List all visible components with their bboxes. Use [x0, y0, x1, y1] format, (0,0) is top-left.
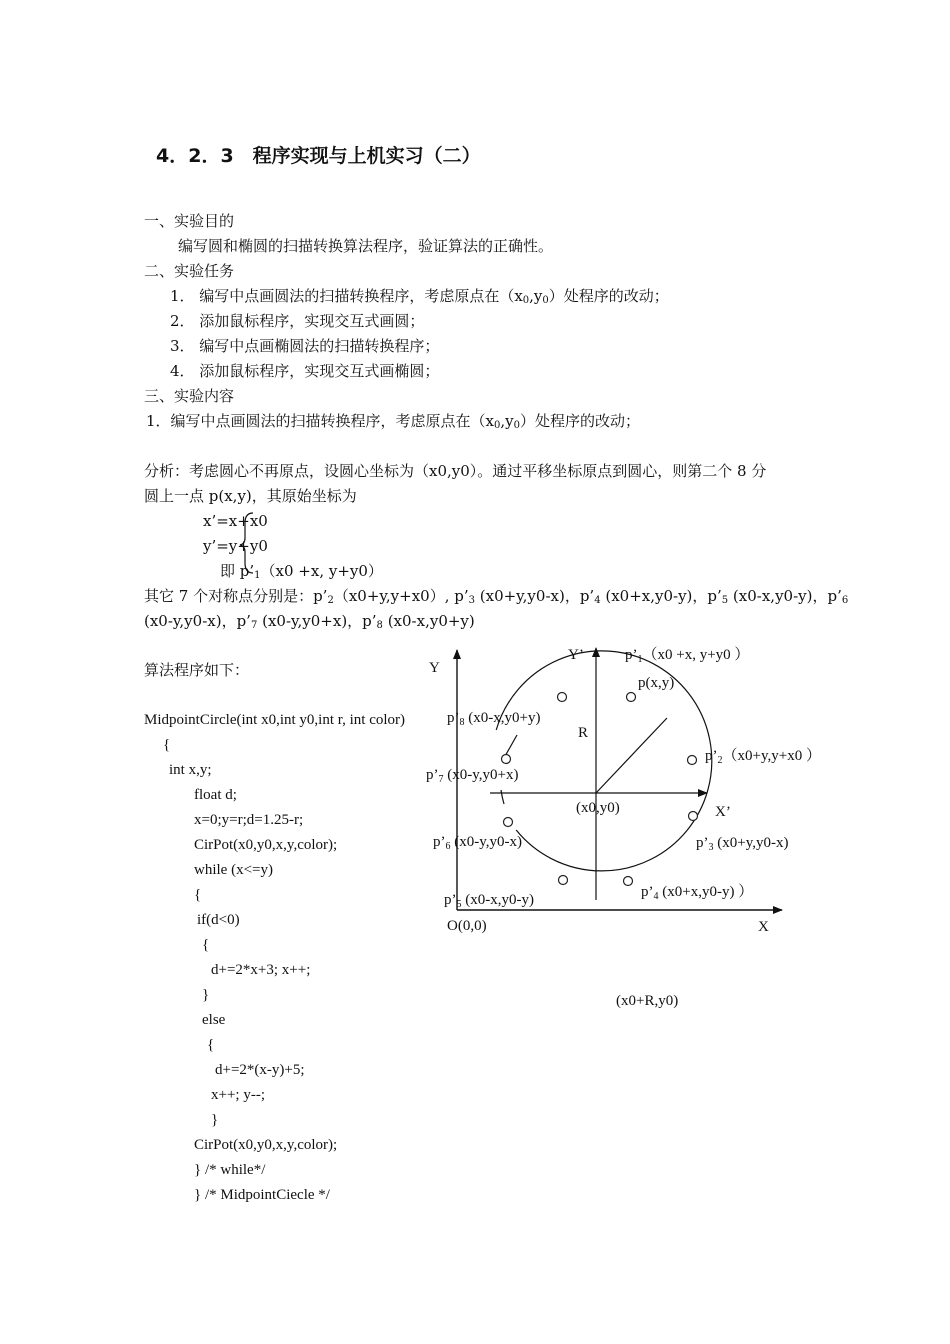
symmetric-points-line-1: 其它 7 个对称点分别是：$p’_2(x0+y,y+x0)$, $p’_3$ (x0+y,y0-x)，$p’_4$ (x0+x,y0-y)，$p’_5$ (x0-x,y0-y)，$p’_6$ [144, 587, 849, 606]
code-line-7: while (x<=y) [194, 862, 273, 878]
equation-x: x’=x+x0 [203, 512, 268, 530]
code-line-6: CirPot(x0,y0,x,y,color); [194, 837, 338, 853]
circle-arc-left [501, 790, 504, 804]
code-line-4: float d; [194, 787, 237, 803]
section-heading-tasks: 二、实验任务 [144, 262, 235, 280]
y-axis-label: Y [429, 660, 440, 676]
p4-label: $p’_4$ (x0+x,y0-y) ） [641, 884, 754, 902]
p7-label: $p’_7$ (x0-y,y0+x) [426, 767, 519, 785]
program-intro: 算法程序如下： [144, 661, 250, 679]
analysis-line-2: 圆上一点 p(x,y)，其原始坐标为 [144, 487, 357, 505]
code-line-16: x++; y--; [211, 1087, 265, 1103]
task-item-2: 2． 添加鼠标程序，实现交互式画圆； [170, 312, 425, 330]
code-line-5: x=0;y=r;d=1.25-r; [194, 812, 304, 828]
p6-label: $p’_6$ (x0-y,y0-x) [433, 834, 523, 852]
origin-label: O(0,0) [447, 918, 487, 934]
code-line-13: else [202, 1012, 226, 1028]
p8-label: $p’_8$ (x0-x,y0+y) [447, 710, 541, 728]
symmetric-points-line-2: (x0-y,y0-x)，$p’_7$ (x0-y,y0+x)，$p’_8$ (x0-x,y0+y) [144, 612, 475, 631]
radius-line [596, 718, 667, 793]
section-heading-content: 三、实验内容 [144, 387, 235, 405]
task-item-1: 1． 编写中点画圆法的扫描转换程序，考虑原点在$(x_0,y_0)$处程序的改动； [170, 287, 669, 306]
point-p-label: p(x,y) [638, 675, 675, 691]
code-line-2: { [163, 737, 171, 753]
section-heading-purpose: 一、实验目的 [144, 212, 235, 230]
code-line-3: int x,y; [169, 762, 212, 778]
point-p2-marker [688, 756, 697, 765]
code-line-9: if(d<0) [197, 912, 240, 928]
code-line-17: } [211, 1112, 219, 1128]
point-p6-marker [504, 818, 513, 827]
radius-label: R [578, 725, 589, 741]
point-p3-marker [689, 812, 698, 821]
purpose-text: 编写圆和椭圆的扫描转换算法程序，验证算法的正确性。 [178, 237, 554, 255]
p5-label: $p’_5$ (x0-x,y0-y) [444, 892, 534, 910]
point-p8-marker [558, 693, 567, 702]
content-item-1: 1．编写中点画圆法的扫描转换程序，考虑原点在$(x_0,y_0)$处程序的改动； [146, 412, 641, 431]
x-axis-label: X [758, 919, 769, 935]
code-line-8: { [194, 887, 202, 903]
p3-label: $p’_3$ (x0+y,y0-x) [696, 835, 789, 853]
y-prime-label: Y’ [568, 647, 584, 663]
point-p4-marker [624, 877, 633, 886]
equation-p1: 即 $p’_1(x0 +x$, y+y0） [220, 562, 383, 581]
page-title: 4．2．3 程序实现与上机实习（二） [156, 145, 481, 167]
code-line-18: CirPot(x0,y0,x,y,color); [194, 1137, 338, 1153]
center-label: (x0,y0) [576, 800, 620, 816]
code-line-14: { [207, 1037, 215, 1053]
code-line-12: } [202, 987, 210, 1003]
p1-label: $p’_1(x0 +x$, y+y0 ） [625, 647, 750, 665]
point-p-marker [627, 693, 636, 702]
analysis-line-1: 分析：考虑圆心不再原点，设圆心坐标为（x0,y0）。通过平移坐标原点到圆心，则第二个 8 分 [144, 462, 767, 480]
equation-brace [240, 513, 253, 573]
right-point-label: (x0+R,y0) [616, 993, 679, 1009]
equation-y: y’=y+y0 [203, 537, 268, 555]
task-item-3: 3． 编写中点画椭圆法的扫描转换程序； [170, 337, 440, 355]
code-line-10: { [202, 937, 210, 953]
code-line-1: MidpointCircle(int x0,int y0,int r, int color) [144, 712, 406, 728]
point-p5-marker [559, 876, 568, 885]
x-prime-label: X’ [715, 804, 731, 820]
circle-arc-upper [496, 651, 712, 871]
code-line-19: } /* while*/ [194, 1162, 266, 1178]
task-item-4: 4． 添加鼠标程序，实现交互式画椭圆； [170, 362, 440, 380]
code-line-15: d+=2*(x-y)+5; [215, 1062, 305, 1078]
code-line-11: d+=2*x+3; x++; [211, 962, 311, 978]
code-line-20: } /* MidpointCiecle */ [194, 1187, 330, 1203]
point-p7-marker [502, 755, 511, 764]
p2-label: $p’_2(x0+y,y+x0$ ） [705, 748, 821, 766]
